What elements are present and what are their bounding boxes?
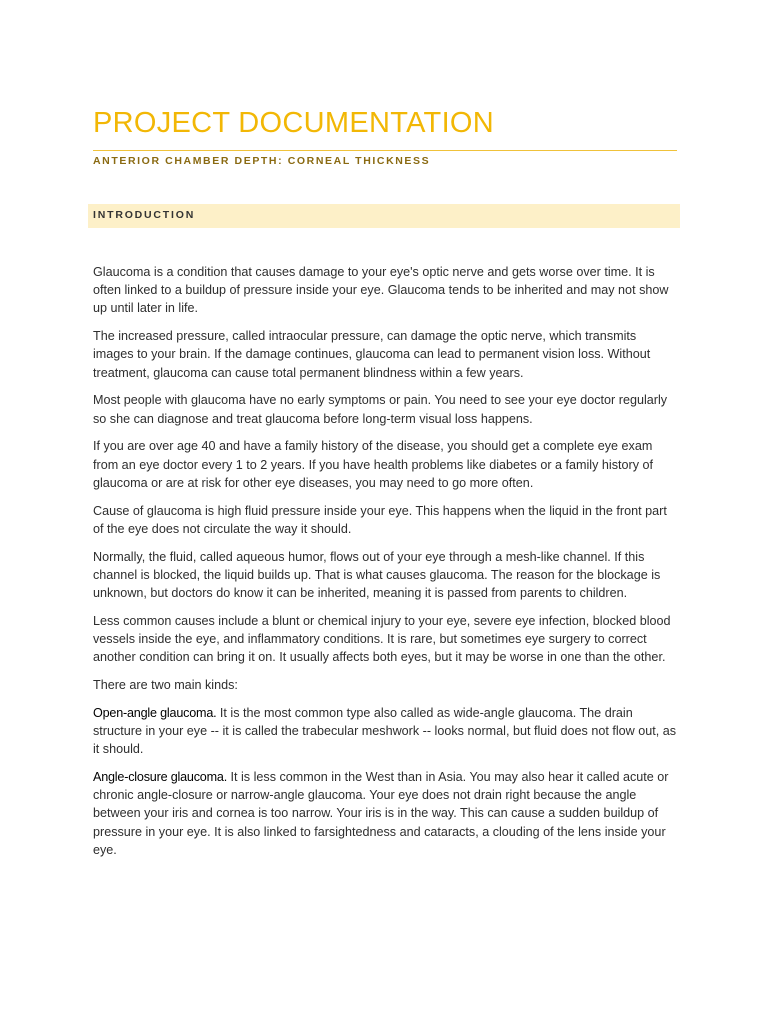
open-angle-lead: Open-angle glaucoma. — [93, 705, 217, 720]
paragraph: Cause of glaucoma is high fluid pressure inside your eye. This happens when the liquid in the front part of the eye does not circulate the way it should. — [93, 503, 667, 536]
document-body — [93, 263, 677, 869]
angle-closure-paragraph — [93, 768, 677, 859]
paragraph: Normally, the fluid, called aqueous humor, flows out of your eye through a mesh-like channel. If this channel is blocked, the liquid builds up. That is what causes glaucoma. The reason for the blockage is unknown, but doctors do know it can be inherited, meaning it is passed from parents to children. — [93, 549, 661, 601]
document-subtitle: ANTERIOR CHAMBER DEPTH: CORNEAL THICKNESS — [93, 155, 431, 167]
open-angle-text: It is the most common type also called as wide-angle glaucoma. The drain structure in your eye -- it is called the trabecular meshwork -- looks normal, but fluid does not flow out, as it should. — [93, 705, 677, 757]
paragraph: If you are over age 40 and have a family history of the disease, you should get a complete eye exam from an eye doctor every 1 to 2 years. If you have health problems like diabetes or a family history of glaucoma or are at risk for other eye diseases, you may need to go more often. — [93, 439, 653, 490]
angle-closure-lead: Angle-closure glaucoma. — [93, 770, 228, 785]
paragraph: There are two main kinds: — [93, 678, 238, 693]
document-title: PROJECT DOCUMENTATION — [93, 107, 495, 140]
section-heading-band — [88, 204, 680, 228]
angle-closure-text: It is less common in the West than in Asia. You may also hear it called acute or chronic angle-closure or narrow-angle glaucoma. Your eye does not drain right because the angle between your iris and cornea is too narrow. Your iris is in the way. This can cause a sudden buildup of pressure in your eye. It is also linked to farsightedness and cataracts, a clouding of the lens inside your eye. — [93, 770, 669, 857]
paragraph: Glaucoma is a condition that causes damage to your eye's optic nerve and gets worse over time. It is often linked to a buildup of pressure inside your eye. Glaucoma tends to be inherited and may not show up until later in life. — [93, 265, 669, 316]
paragraph: Less common causes include a blunt or chemical injury to your eye, severe eye infection, blocked blood vessels inside the eye, and inflammatory conditions. It is rare, but sometimes eye surgery to correct another condition can bring it on. It usually affects both eyes, but it may be worse in one than the other. — [93, 613, 671, 665]
section-heading: INTRODUCTION — [93, 209, 196, 221]
title-divider — [93, 150, 677, 151]
paragraph: Most people with glaucoma have no early symptoms or pain. You need to see your eye doctor regularly so she can diagnose and treat glaucoma before long-term visual loss happens. — [93, 393, 668, 426]
paragraph: The increased pressure, called intraocular pressure, can damage the optic nerve, which transmits images to your brain. If the damage continues, glaucoma can lead to permanent vision loss. Without treatment, glaucoma can cause total permanent blindness within a few years. — [93, 329, 651, 380]
open-angle-paragraph — [93, 704, 677, 759]
